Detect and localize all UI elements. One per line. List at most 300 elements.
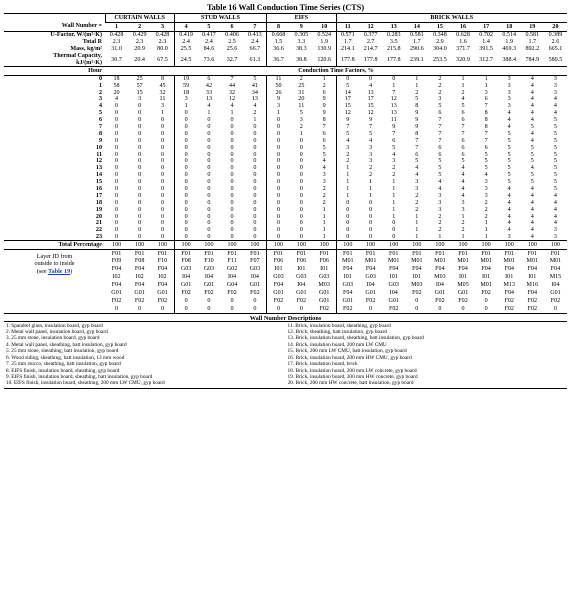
property-value: 177.8 xyxy=(382,53,405,66)
factor-cell: 0 xyxy=(184,144,188,151)
table-row xyxy=(4,103,567,110)
factor-cell: 0 xyxy=(207,158,211,165)
layer-cell: F02 xyxy=(313,305,336,313)
hour-value: 15 xyxy=(95,179,102,186)
factor-cell: 58 xyxy=(113,82,120,89)
factor-cell: 3 xyxy=(507,89,511,96)
factor-cell: 0 xyxy=(151,186,174,193)
factor-cell: 2 xyxy=(313,82,336,89)
factor-cell: 4 xyxy=(507,213,511,220)
layer-id-label xyxy=(4,250,105,313)
layer-cell: M01 xyxy=(526,258,539,265)
factor-cell: 1 xyxy=(369,192,373,199)
layer-cell: F06 xyxy=(313,257,336,265)
factor-cell: 7 xyxy=(484,103,488,110)
factor-cell: 5 xyxy=(553,151,557,158)
factor-cell: 0 xyxy=(184,213,188,220)
factor-cell: 4 xyxy=(438,179,442,186)
factor-cell: 4 xyxy=(461,179,465,186)
factor-cell: 0 xyxy=(276,123,280,130)
factor-cell: 0 xyxy=(230,172,234,179)
layer-cell: F01 xyxy=(435,250,445,257)
factor-cell: 2 xyxy=(484,213,488,220)
factor-cell: 0 xyxy=(346,206,350,213)
factor-cell: 2 xyxy=(313,199,336,206)
factor-cell: 0 xyxy=(230,165,234,172)
factor-cell: 1 xyxy=(415,220,419,227)
factor-cell: 0 xyxy=(276,213,280,220)
factor-cell: 14 xyxy=(344,89,351,96)
factor-cell: 4 xyxy=(530,165,534,172)
table-row xyxy=(4,220,567,227)
factor-cell: 6 xyxy=(461,110,465,117)
factor-cell: 5 xyxy=(438,158,442,165)
property-value: 0.419 xyxy=(179,31,193,38)
property-value: 0.283 xyxy=(386,31,401,38)
layer-label-line-1: Layer ID from xyxy=(36,254,73,261)
factor-cell: 1 xyxy=(346,185,350,192)
factor-cell: 0 xyxy=(184,117,188,124)
factor-cell: 1 xyxy=(484,82,488,89)
factor-cell: 11 xyxy=(151,96,174,103)
layer-cell: G01 xyxy=(244,281,267,289)
layer-cell: F02 xyxy=(343,305,353,312)
factor-cell: 2 xyxy=(461,220,465,227)
factor-cell: 0 xyxy=(207,185,211,192)
wall-number: 20 xyxy=(544,22,567,31)
factor-cell: 1 xyxy=(461,213,465,220)
layer-cell: G03 xyxy=(203,266,215,273)
layer-cell: F04 xyxy=(412,266,422,273)
layer-cell: F01 xyxy=(151,250,174,258)
layer-cell: 0 xyxy=(230,305,234,312)
factor-cell: 1 xyxy=(461,75,465,82)
factor-cell: 9 xyxy=(313,96,336,103)
factor-cell: 1 xyxy=(392,192,396,199)
layer-cell: F02 xyxy=(550,297,561,304)
property-value: 2.5 xyxy=(228,39,236,46)
factor-cell: 0 xyxy=(151,199,174,206)
factor-cell: 6 xyxy=(461,151,465,158)
factor-cell: 0 xyxy=(244,193,267,200)
factor-cell: 0 xyxy=(276,199,280,206)
factor-cell: 0 xyxy=(299,179,303,186)
total-cell: 100 xyxy=(197,241,220,250)
factor-cell: 0 xyxy=(276,144,280,151)
property-value: 80.0 xyxy=(151,46,174,53)
factor-cell: 20 xyxy=(113,89,120,96)
property-value: 66.7 xyxy=(244,46,267,53)
factor-cell: 3 xyxy=(438,192,442,199)
factor-cell: 8 xyxy=(313,117,336,124)
layer-cell: M03 xyxy=(411,281,423,288)
wall-number: 7 xyxy=(244,22,267,31)
property-value: 1.9 xyxy=(505,39,514,46)
factor-cell: 0 xyxy=(138,123,142,130)
factor-cell: 0 xyxy=(138,137,142,144)
layer-cell: 0 xyxy=(369,305,373,312)
factor-cell: 0 xyxy=(115,137,119,144)
property-value: 0.628 xyxy=(456,31,470,38)
factor-cell: 5 xyxy=(507,165,511,172)
table-row xyxy=(4,213,567,220)
factor-cell: 0 xyxy=(230,213,234,220)
factor-cell: 1 xyxy=(392,206,396,213)
factor-cell: 5 xyxy=(484,151,488,158)
layer-cell: F11 xyxy=(227,258,237,265)
factor-cell: 0 xyxy=(244,234,267,241)
factor-cell: 9 xyxy=(415,123,419,130)
layer-cell: G01 xyxy=(365,289,376,296)
factor-cell: 0 xyxy=(151,227,174,234)
factor-cell: 15 xyxy=(344,103,351,110)
factor-cell: 0 xyxy=(138,110,142,117)
hour-value: 11 xyxy=(96,151,102,158)
factor-cell: 5 xyxy=(553,123,557,130)
property-value: 0.305 xyxy=(294,31,309,38)
layer-cell: F01 xyxy=(365,250,376,257)
factor-cell: 2 xyxy=(438,220,442,227)
table-row xyxy=(4,89,567,96)
layer-cell: G01 xyxy=(457,289,469,296)
factor-cell: 2 xyxy=(438,82,442,89)
property-value: 0.581 xyxy=(525,31,540,38)
factor-cell: 4 xyxy=(461,165,465,172)
factor-cell: 0 xyxy=(230,123,234,130)
property-label-text: Mass, kg/m² xyxy=(70,46,102,53)
factor-cell: 4 xyxy=(553,110,557,117)
layer-cell: M16 xyxy=(526,281,539,288)
factors-header: Conduction Time Factors, % xyxy=(105,67,567,76)
layer-cell: F04 xyxy=(343,266,353,273)
property-label xyxy=(4,31,105,38)
factor-cell: 0 xyxy=(244,220,267,227)
factor-cell: 31 xyxy=(298,89,305,96)
layer-cell: F04 xyxy=(151,281,174,289)
factor-cell: 0 xyxy=(138,103,142,110)
factor-cell: 1 xyxy=(438,233,442,240)
factor-cell: 4 xyxy=(507,220,511,227)
factor-cell: 32 xyxy=(151,89,174,96)
factor-cell: 4 xyxy=(415,172,419,179)
factor-cell: 25 xyxy=(136,75,143,82)
factor-cell: 4 xyxy=(438,185,442,192)
layer-cell: F01 xyxy=(313,250,336,258)
property-label xyxy=(4,46,105,53)
layer-cell: G01 xyxy=(111,289,122,296)
factor-cell: 5 xyxy=(530,179,534,186)
layer-cell: G01 xyxy=(313,297,336,305)
table-row xyxy=(4,117,567,124)
factor-cell: 4 xyxy=(507,110,511,117)
factor-cell: 4 xyxy=(530,233,534,240)
factor-cell: 2 xyxy=(415,192,419,199)
layer-cell: F04 xyxy=(151,265,174,273)
factor-cell: 3 xyxy=(299,117,303,124)
property-value: 0.417 xyxy=(202,31,216,38)
layer-cell: F04 xyxy=(111,266,122,273)
factor-cell: 0 xyxy=(207,165,211,172)
property-value: 67.5 xyxy=(151,53,174,66)
wall-description: 11. Brick, insulation board, sheathing, gyp board xyxy=(287,322,391,329)
hour-value: 1 xyxy=(98,82,102,89)
layer-cell: I02 xyxy=(151,273,174,281)
descriptions-title: Wall Number Descriptions xyxy=(4,313,567,322)
property-value: 2.7 xyxy=(366,39,375,46)
layer-cell: F10 xyxy=(204,258,214,265)
layer-cell: 0 xyxy=(207,305,211,312)
layer-cell: M01 xyxy=(387,258,400,265)
factor-cell: 0 xyxy=(276,172,280,179)
factor-cell: 3 xyxy=(461,206,465,213)
wall-number: 10 xyxy=(313,22,336,31)
layer-cell: I01 xyxy=(412,274,421,281)
property-value: 73.6 xyxy=(197,53,220,66)
factor-cell: 0 xyxy=(230,206,234,213)
property-value: 1.7 xyxy=(528,39,537,46)
hour-value: 21 xyxy=(95,220,102,227)
factor-cell: 3 xyxy=(369,151,373,158)
factor-cell: 0 xyxy=(369,213,373,220)
factor-cell: 0 xyxy=(115,206,119,213)
factor-cell: 0 xyxy=(207,192,211,199)
factor-cell: 5 xyxy=(313,151,336,158)
layer-cell: F02 xyxy=(181,289,191,296)
factor-cell: 4 xyxy=(530,192,534,199)
factor-cell: 13 xyxy=(244,96,267,103)
factor-cell: 0 xyxy=(184,172,188,179)
factor-cell: 4 xyxy=(507,123,511,130)
layer-cell: I04 xyxy=(551,281,560,288)
table-row xyxy=(4,186,567,193)
factor-cell: 0 xyxy=(276,158,280,165)
factor-cell: 0 xyxy=(230,227,234,234)
hour-value: 14 xyxy=(95,172,102,179)
factor-cell: 2 xyxy=(369,165,373,172)
factor-cell: 3 xyxy=(461,199,465,206)
factor-cell: 0 xyxy=(138,199,142,206)
layer-cell: F01 xyxy=(244,250,267,258)
property-value: 2.3 xyxy=(151,38,174,45)
factor-cell: 0 xyxy=(151,144,174,151)
factor-cell: 0 xyxy=(151,213,174,220)
factor-cell: 1 xyxy=(392,199,396,206)
factor-cell: 0 xyxy=(230,179,234,186)
factor-cell: 5 xyxy=(438,172,442,179)
wall-number: 1 xyxy=(105,22,128,31)
factor-cell: 0 xyxy=(207,179,211,186)
layer-cell: M01 xyxy=(434,258,446,265)
factor-cell: 0 xyxy=(115,165,119,172)
factor-cell: 0 xyxy=(151,234,174,241)
property-value: 0.389 xyxy=(548,31,563,38)
factor-cell: 3 xyxy=(507,233,511,240)
factor-cell: 0 xyxy=(207,130,211,137)
factor-cell: 2 xyxy=(415,199,419,206)
factor-cell: 2 xyxy=(415,206,419,213)
factor-cell: 3 xyxy=(553,89,557,96)
factor-cell: 0 xyxy=(276,165,280,172)
factor-cell: 4 xyxy=(392,151,396,158)
wall-description: 12. Brick, sheathing, batt insulation, gyp board xyxy=(287,329,387,336)
layer-cell: G01 xyxy=(296,289,307,296)
factor-cell: 7 xyxy=(369,123,373,130)
factor-cell: 5 xyxy=(369,130,373,137)
layer-cell: M01 xyxy=(364,258,377,265)
factor-cell: 0 xyxy=(138,144,142,151)
factor-cell: 5 xyxy=(530,158,534,165)
factor-cell: 5 xyxy=(507,144,511,151)
factor-cell: 0 xyxy=(184,206,188,213)
cts-table xyxy=(4,13,567,313)
factor-cell: 1 xyxy=(392,82,396,89)
property-value: 215.8 xyxy=(386,46,401,53)
property-value: 0.428 xyxy=(151,31,174,38)
factor-cell: 1 xyxy=(415,75,419,82)
hour-value: 0 xyxy=(98,75,102,82)
factor-cell: 5 xyxy=(553,185,557,192)
table-row xyxy=(4,144,567,151)
factor-cell: 4 xyxy=(369,82,373,89)
factor-cell: 0 xyxy=(230,199,234,206)
layer-cell: M03 xyxy=(313,281,336,289)
factor-cell: 17 xyxy=(344,96,351,103)
factor-cell: 0 xyxy=(138,117,142,124)
factor-cell: 0 xyxy=(230,220,234,227)
factor-cell: 0 xyxy=(244,179,267,186)
wall-description: 13. Brick, insulation board, sheathing, batt insulation, gyp board xyxy=(287,335,424,342)
factor-cell: 8 xyxy=(415,130,419,137)
factor-cell: 2 xyxy=(299,75,303,82)
factor-cell: 1 xyxy=(346,172,350,179)
factor-cell: 0 xyxy=(299,172,303,179)
factor-cell: 1 xyxy=(484,233,488,240)
factor-cell: 2 xyxy=(369,172,373,179)
factor-cell: 4 xyxy=(530,103,534,110)
factor-cell: 5 xyxy=(553,130,557,137)
factor-cell: 0 xyxy=(115,192,119,199)
factor-cell: 0 xyxy=(276,179,280,186)
factor-cell: 5 xyxy=(507,137,511,144)
wall-description: 2. Metal wall panel, insulation board, gyp board xyxy=(6,329,108,336)
factor-cell: 4 xyxy=(507,199,511,206)
factor-cell: 12 xyxy=(390,96,397,103)
layer-cell: F02 xyxy=(244,289,267,297)
factor-cell: 5 xyxy=(438,165,442,172)
factor-cell: 5 xyxy=(438,103,442,110)
factor-cell: 26 xyxy=(275,89,282,96)
factor-cell: 0 xyxy=(244,158,267,165)
factor-cell: 1 xyxy=(461,233,465,240)
factor-cell: 5 xyxy=(507,151,511,158)
factor-cell: 9 xyxy=(313,103,336,110)
factor-cell: 7 xyxy=(392,130,396,137)
wall-description: 16. Brick, insulation board, 200 mm HW CMU, gyp board xyxy=(287,354,412,361)
layer-cell: 0 xyxy=(438,305,442,312)
wall-number: 8 xyxy=(267,22,290,31)
factor-cell: 0 xyxy=(276,151,280,158)
factor-cell: 0 xyxy=(244,124,267,131)
property-value: 3.5 xyxy=(389,39,398,46)
layer-cell: G01 xyxy=(203,281,215,288)
factor-cell: 1 xyxy=(184,103,188,110)
factor-cell: 0 xyxy=(299,233,303,240)
layer-cell: I01 xyxy=(297,266,306,273)
factor-cell: 0 xyxy=(184,130,188,137)
layer-label-post: ) xyxy=(70,268,73,275)
table-19-link[interactable]: Table 19 xyxy=(48,268,71,275)
wall-description: 20. Brick, 200 mm HW concrete, batt insulation, gyp board xyxy=(287,380,414,387)
layer-cell: G04 xyxy=(226,281,238,288)
property-value: 0.581 xyxy=(409,31,424,38)
factor-cell: 5 xyxy=(484,158,488,165)
layer-cell: M13 xyxy=(503,281,515,288)
factor-cell: 1 xyxy=(313,206,336,213)
factor-cell: 18 xyxy=(113,75,120,82)
table-row xyxy=(4,96,567,103)
factor-cell: 3 xyxy=(507,82,511,89)
property-value: 1.6 xyxy=(459,39,467,46)
factor-cell: 3 xyxy=(415,179,419,186)
wall-number-label: Wall Number = xyxy=(4,22,105,31)
total-cell: 100 xyxy=(359,241,382,250)
property-value: 892.2 xyxy=(525,46,540,53)
factor-cell: 0 xyxy=(184,179,188,186)
factor-cell: 5 xyxy=(415,96,419,103)
layer-cell: M01 xyxy=(480,281,492,288)
factor-cell: 3 xyxy=(553,227,557,234)
layer-cell: 0 xyxy=(553,305,557,312)
factor-cell: 4 xyxy=(530,220,534,227)
hour-value: 12 xyxy=(95,158,102,165)
factor-cell: 6 xyxy=(438,151,442,158)
factor-cell: 5 xyxy=(507,130,511,137)
layer-cell: I01 xyxy=(274,266,283,273)
wall-number: 11 xyxy=(336,22,359,31)
factor-cell: 0 xyxy=(299,227,303,234)
factor-cell: 0 xyxy=(244,151,267,158)
factor-cell: 0 xyxy=(151,206,174,213)
table-row xyxy=(4,179,567,186)
hour-value: 17 xyxy=(95,192,102,199)
factor-cell: 2 xyxy=(438,89,442,96)
factor-cell: 0 xyxy=(184,227,188,234)
layer-cell: F01 xyxy=(481,250,491,257)
factor-cell: 5 xyxy=(507,179,511,186)
factor-cell: 9 xyxy=(415,117,419,124)
layer-cell: I04 xyxy=(389,289,398,296)
factor-cell: 9 xyxy=(415,110,419,117)
wall-description: 15. Brick, 200 mm LW CMU, batt insulation, gyp board xyxy=(287,348,407,355)
factor-cell: 0 xyxy=(230,137,234,144)
factor-cell: 3 xyxy=(484,192,488,199)
wall-description: 9. EIFS finish, insulation board, sheathing, batt insulation, gyp board xyxy=(6,373,153,380)
property-value: 391.5 xyxy=(479,46,493,53)
layer-cell: G03 xyxy=(388,281,399,288)
factor-cell: 2 xyxy=(461,227,465,234)
factor-cell: 0 xyxy=(184,158,188,165)
factor-cell: 5 xyxy=(530,151,534,158)
factor-cell: 1 xyxy=(369,179,373,186)
property-value: 0.428 xyxy=(109,31,124,38)
factor-cell: 32 xyxy=(228,89,236,96)
layer-cell: F02 xyxy=(527,305,538,312)
factor-cell: 0 xyxy=(115,103,119,110)
layer-cell: F04 xyxy=(527,289,538,296)
layer-cell: F02 xyxy=(296,297,307,304)
total-cell: 100 xyxy=(220,241,243,250)
layer-cell: I04 xyxy=(244,273,267,281)
